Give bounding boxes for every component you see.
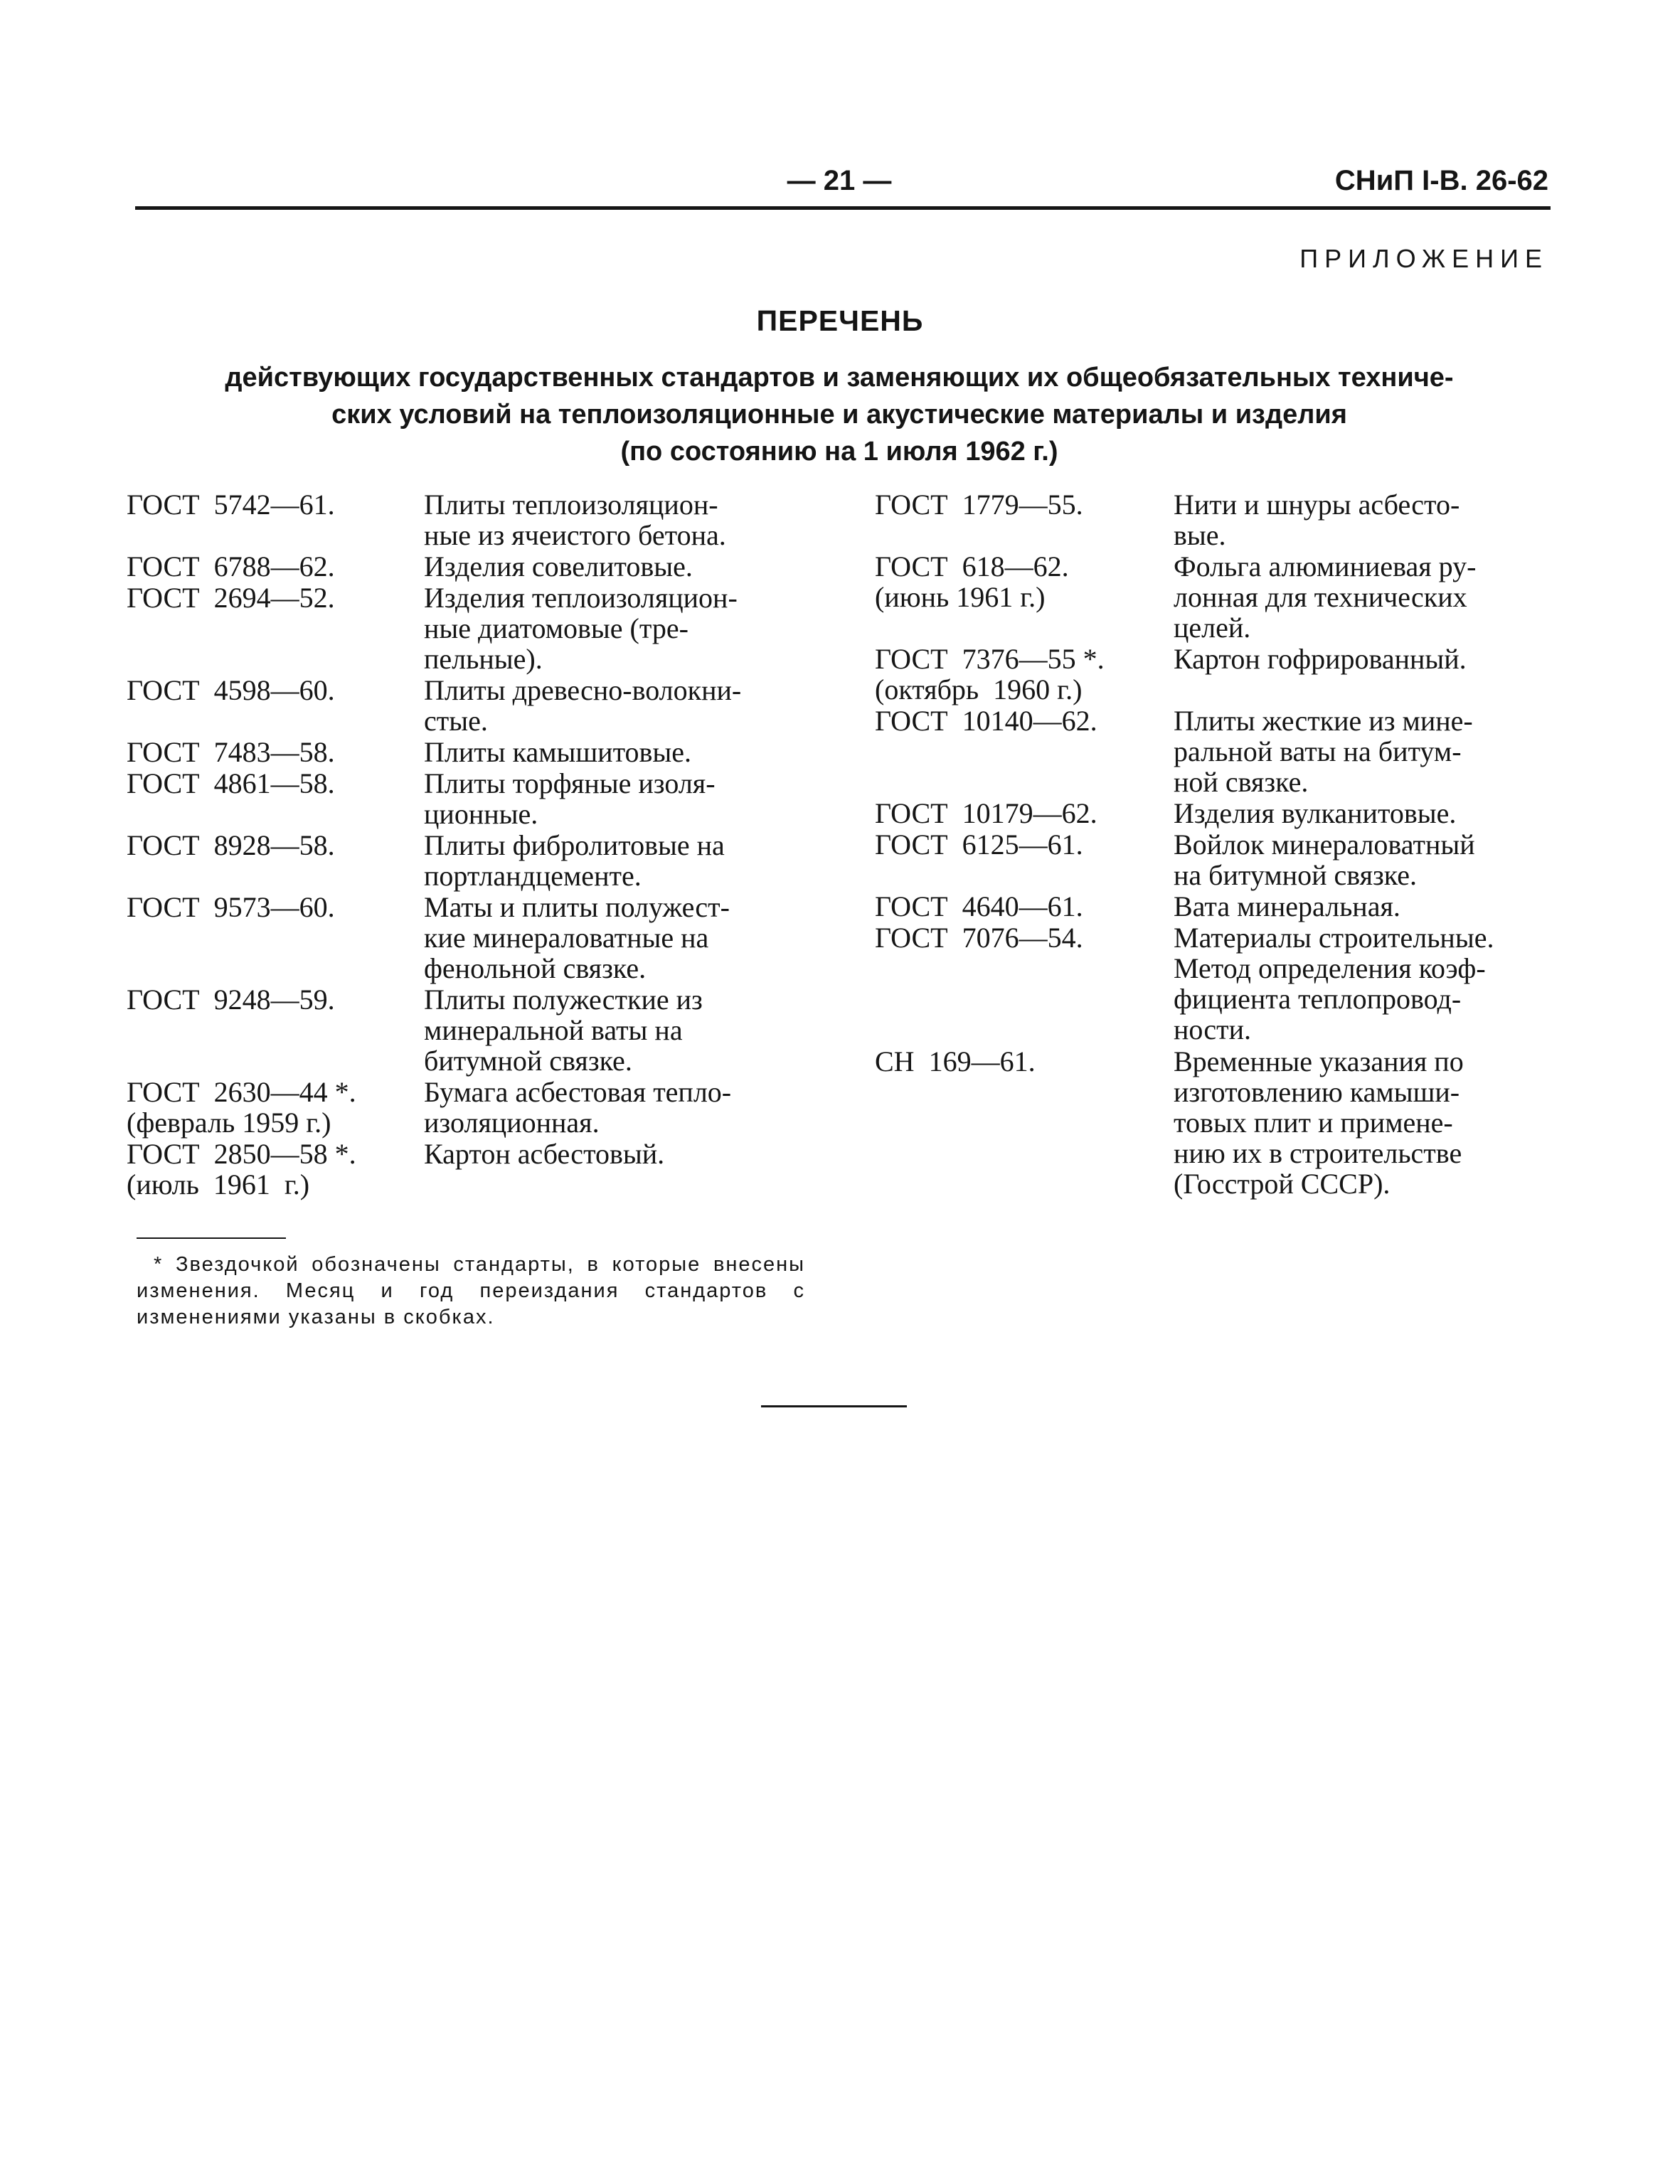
standard-description: Войлок минераловатный на битумной связке. (1174, 829, 1475, 891)
standard-description: Изделия теплоизоляцион- ные диатомовые (тре- пельные). (424, 582, 738, 675)
standard-description: Маты и плиты полужест- кие минераловатные на фенольной связке. (424, 891, 730, 984)
list-item (875, 829, 1558, 890)
standard-description: Плиты фибролитовые на портландцементе. (424, 829, 725, 892)
standard-number: ГОСТ 2850—58 *. (июль 1961 г.) (127, 1138, 356, 1200)
standard-description: Плиты торфяные изоля- ционные. (424, 767, 716, 830)
list-item (127, 582, 802, 674)
list-item (875, 551, 1558, 643)
appendix-label: ПРИЛОЖЕНИЕ (1299, 244, 1548, 273)
list-item (127, 1139, 802, 1200)
page-number: — 21 — (787, 165, 892, 196)
list-item (875, 891, 1558, 922)
list-item (127, 489, 802, 550)
list-item (875, 644, 1558, 705)
list-item (127, 892, 802, 984)
standard-number: ГОСТ 5742—61. (127, 489, 335, 521)
standard-number: ГОСТ 9248—59. (127, 984, 335, 1016)
list-item (875, 1046, 1558, 1199)
standard-description: Материалы строительные. Метод определения коэф- фициента теплопровод- ности. (1174, 922, 1494, 1045)
list-item (127, 551, 802, 582)
standard-description: Нити и шнуры асбесто- вые. (1174, 489, 1460, 551)
standard-number: СН 169—61. (875, 1045, 1036, 1077)
list-item (127, 984, 802, 1076)
standard-number: ГОСТ 8928—58. (127, 829, 335, 861)
footnote-rule (137, 1237, 286, 1239)
end-rule (761, 1405, 907, 1407)
page-subtitle: действующих государственных стандартов и заменяющих их общеобязательных техниче- ских условий на теплоизоляционные и акустические материалы и изделия (по состоянию на 1 июля 1962 г.) (225, 363, 1454, 467)
standard-description: Изделия вулканитовые. (1174, 797, 1457, 829)
list-item (875, 798, 1558, 829)
standard-number: ГОСТ 7483—58. (127, 736, 335, 768)
standard-description: Плиты жесткие из мине- ральной ваты на битум- ной связке. (1174, 705, 1473, 798)
standard-description: Плиты полужесткие из минеральной ваты на битумной связке. (424, 984, 703, 1077)
list-item (875, 705, 1558, 797)
standard-number: ГОСТ 618—62. (июнь 1961 г.) (875, 550, 1069, 613)
footnote: * Звездочкой обозначены стандарты, в которые внесены изменения. Месяц и год переиздания стандартов с изменениями указаны в скобках. (137, 1253, 805, 1328)
standard-description: Картон асбестовый. (424, 1138, 665, 1170)
list-item (127, 737, 802, 767)
standard-number: ГОСТ 1779—55. (875, 489, 1083, 521)
standard-number: ГОСТ 2694—52. (127, 582, 335, 614)
standard-number: ГОСТ 2630—44 *. (февраль 1959 г.) (127, 1076, 356, 1139)
standard-number: ГОСТ 6788—62. (127, 550, 335, 582)
list-item (127, 830, 802, 891)
standard-number: ГОСТ 6125—61. (875, 829, 1083, 861)
list-item (127, 768, 802, 829)
standard-description: Изделия совелитовые. (424, 550, 693, 582)
standard-description: Бумага асбестовая тепло- изоляционная. (424, 1076, 732, 1139)
standard-description: Картон гофрированный. (1174, 643, 1467, 675)
header-rule (135, 206, 1551, 210)
standards-list-right (875, 489, 1558, 1200)
standard-number: ГОСТ 7376—55 *. (октябрь 1960 г.) (875, 643, 1105, 705)
list-item (127, 1077, 802, 1138)
standard-number: ГОСТ 9573—60. (127, 891, 335, 923)
standard-description: Плиты камышитовые. (424, 736, 692, 768)
standard-description: Временные указания по изготовлению камыши- товых плит и примене- нию их в строительстве (Госстрой СССР). (1174, 1045, 1464, 1200)
standard-number: ГОСТ 4640—61. (875, 890, 1083, 922)
standard-description: Плиты древесно-волокни- стые. (424, 674, 742, 737)
standard-number: ГОСТ 4598—60. (127, 674, 335, 706)
list-item (875, 489, 1558, 550)
list-item (875, 922, 1558, 1045)
standard-number: ГОСТ 10179—62. (875, 797, 1097, 829)
page-title: ПЕРЕЧЕНЬ (756, 304, 924, 337)
standard-number: ГОСТ 7076—54. (875, 922, 1083, 954)
standard-description: Фольга алюминиевая ру- лонная для технических целей. (1174, 550, 1477, 644)
standards-list-left (127, 489, 802, 1200)
document-code: СНиП I-В. 26-62 (1334, 165, 1548, 196)
standard-description: Вата минеральная. (1174, 890, 1400, 922)
standard-description: Плиты теплоизоляцион- ные из ячеистого бетона. (424, 489, 726, 551)
standard-number: ГОСТ 4861—58. (127, 767, 335, 799)
list-item (127, 675, 802, 736)
standard-number: ГОСТ 10140—62. (875, 705, 1097, 737)
